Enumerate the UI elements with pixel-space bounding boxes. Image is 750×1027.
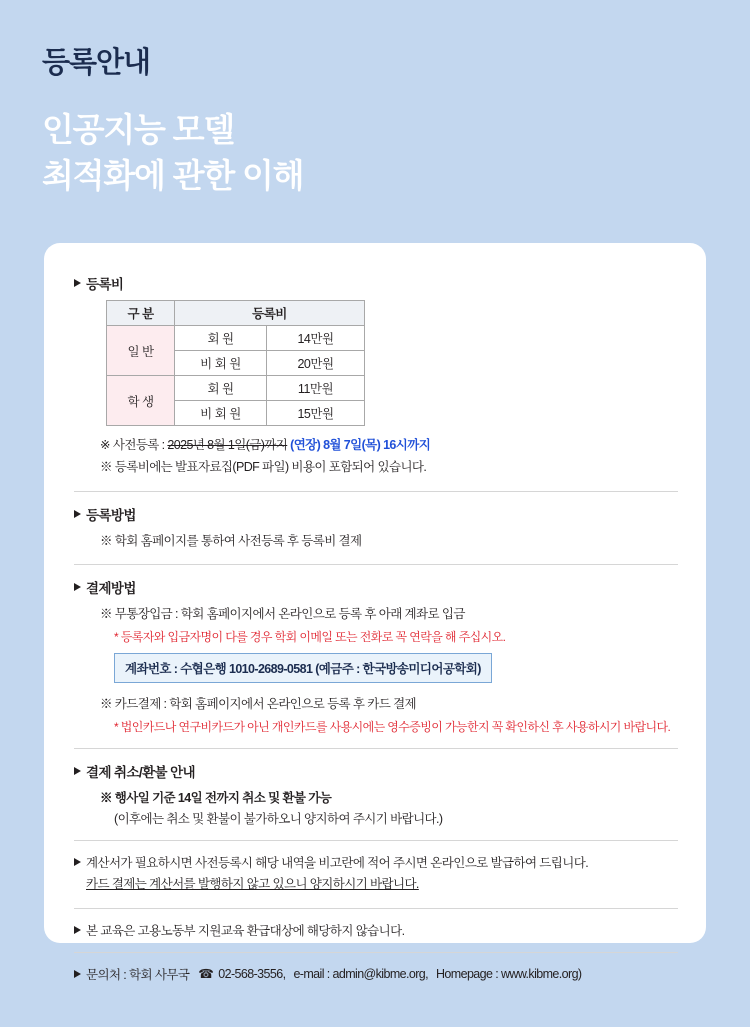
info-card (44, 243, 706, 982)
page-title-line2: 최적화에 관한 이해 (42, 156, 304, 194)
invoice-line-1: 계산서가 필요하시면 사전등록시 해당 내역을 비고란에 적어 주시면 온라인으로 발급하여 드립니다. (86, 855, 589, 870)
section-refund (74, 761, 678, 827)
fee-amount: 15만원 (267, 401, 365, 426)
page-title-line1: 인공지능 모델 (42, 111, 235, 148)
fee-includes-note: ※ 등록비에는 발표자료집(PDF 파일) 비용이 포함되어 있습니다. (100, 460, 427, 475)
page-title (42, 107, 750, 198)
section-method-heading-label: 등록방법 (86, 507, 136, 523)
section-refund-heading-label: 결제 취소/환불 안내 (86, 764, 195, 780)
pre-registration-old-date: 2025년 8월 1일(금)까지 (167, 438, 288, 452)
subsidy-line: 본 교육은 고용노동부 지원교육 환급대상에 해당하지 않습니다. (86, 923, 405, 938)
fee-type: 회 원 (175, 376, 267, 401)
fee-group-general: 일 반 (107, 326, 175, 376)
triangle-bullet-icon (74, 583, 81, 591)
fee-col-fee: 등록비 (175, 301, 365, 326)
divider (74, 952, 678, 953)
pre-registration-label: 사전등록 : (112, 438, 165, 452)
section-fee-heading-label: 등록비 (86, 277, 124, 292)
section-payment-heading (74, 577, 678, 597)
pre-registration-note (100, 436, 678, 455)
triangle-bullet-icon (74, 926, 81, 934)
invoice-text (86, 853, 588, 895)
contact-email[interactable]: e-mail : admin@kibme.org, (293, 966, 428, 981)
section-registration-method (74, 504, 678, 551)
fee-type: 비 회 원 (175, 401, 267, 426)
fee-amount: 14만원 (267, 326, 365, 351)
invoice-line-2: 카드 결제는 계산서를 발행하지 않고 있으니 양지하시기 바랍니다. (86, 876, 419, 891)
poster-header (0, 0, 750, 198)
fee-group-student: 학 생 (107, 376, 175, 426)
fee-type: 회 원 (175, 326, 267, 351)
fee-amount: 20만원 (267, 351, 365, 376)
section-refund-heading (74, 761, 678, 781)
contact-label: 문의처 : 학회 사무국 (86, 967, 190, 982)
triangle-bullet-icon (74, 510, 81, 518)
divider (74, 840, 678, 841)
divider (74, 748, 678, 749)
refund-policy-detail: (이후에는 취소 및 환불이 불가하오니 양지하여 주시기 바랍니다.) (114, 811, 443, 826)
subsidy-block (74, 921, 678, 939)
contact-block (74, 965, 678, 983)
section-contact (74, 965, 678, 983)
section-payment-method (74, 577, 678, 735)
table-header-row (107, 301, 365, 326)
divider (74, 491, 678, 492)
account-number-box: 계좌번호 : 수협은행 1010-2689-0581 (예금주 : 한국방송미디어공학회) (114, 653, 492, 683)
section-payment-heading-label: 결제방법 (86, 580, 136, 596)
divider (74, 564, 678, 565)
card-payment-warning: * 법인카드나 연구비카드가 아닌 개인카드를 사용시에는 영수증빙이 가능한지 꼭 확인하신 후 사용하시기 바랍니다. (114, 719, 671, 734)
phone-icon: ☎ (198, 967, 214, 982)
refund-policy-line: ※ 행사일 기준 14일 전까지 취소 및 환불 가능 (100, 790, 332, 805)
table-row (107, 326, 365, 351)
pre-registration-extended-date: (연장) 8월 7일(목) 16시까지 (290, 438, 431, 452)
fee-table (106, 300, 365, 426)
section-fee-heading (74, 273, 678, 293)
card-payment-line: ※ 카드결제 : 학회 홈페이지에서 온라인으로 등록 후 카드 결제 (100, 696, 417, 711)
triangle-bullet-icon (74, 858, 81, 866)
bank-transfer-line: ※ 무통장입금 : 학회 홈페이지에서 온라인으로 등록 후 아래 계좌로 입금 (100, 606, 465, 621)
note-mark: ※ (100, 438, 110, 452)
page-kicker: 등록안내 (42, 47, 151, 79)
section-subsidy (74, 921, 678, 939)
table-row (107, 376, 365, 401)
section-invoice (74, 853, 678, 895)
triangle-bullet-icon (74, 767, 81, 775)
divider (74, 908, 678, 909)
fee-amount: 11만원 (267, 376, 365, 401)
invoice-block (74, 853, 678, 895)
contact-phone: 02-568-3556, (218, 966, 286, 981)
triangle-bullet-icon (74, 279, 81, 287)
bank-transfer-warning: * 등록자와 입금자명이 다를 경우 학회 이메일 또는 전화로 꼭 연락을 해 주십시오. (114, 629, 506, 644)
section-fee (74, 273, 678, 478)
section-method-heading (74, 504, 678, 524)
triangle-bullet-icon (74, 970, 81, 978)
registration-method-line: ※ 학회 홈페이지를 통하여 사전등록 후 등록비 결제 (100, 533, 362, 548)
fee-type: 비 회 원 (175, 351, 267, 376)
fee-col-division: 구 분 (107, 301, 175, 326)
contact-homepage[interactable]: Homepage : www.kibme.org) (436, 966, 582, 981)
